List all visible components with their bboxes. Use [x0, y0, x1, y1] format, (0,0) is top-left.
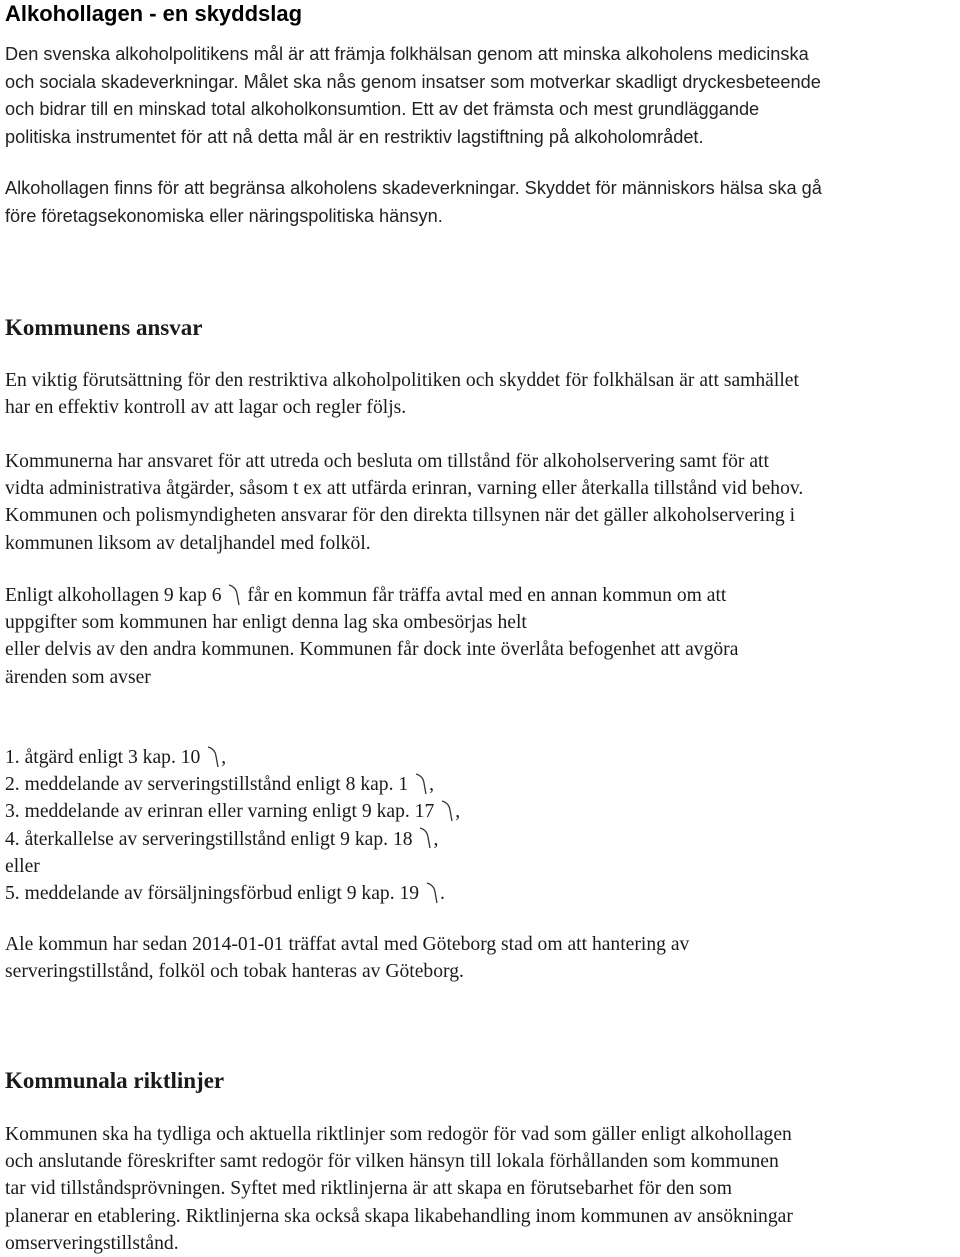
text-line: och anslutande föreskrifter samt redogör för vilken hänsyn till lokala förhållanden som kommunen — [5, 1151, 779, 1173]
text-line — [5, 582, 955, 609]
text-line: Alkohollagen finns för att begränsa alkoholens skadeverkningar. Skyddet för människors hälsa ska gå — [5, 178, 822, 198]
text-fragment: får en kommun får träffa avtal med en annan kommun om att — [247, 585, 727, 606]
paragraph-purpose — [5, 175, 955, 230]
list-item-suffix: , — [429, 774, 435, 796]
list-item-suffix: , — [433, 828, 439, 850]
list-item-text: 5. meddelande av försäljningsförbud enligt 9 kap. 19 — [5, 883, 420, 905]
section-sign-glyph — [418, 828, 432, 852]
paragraph-control — [5, 367, 955, 421]
list-item-suffix: , — [455, 801, 461, 823]
list-item — [5, 826, 460, 853]
list-item — [5, 771, 460, 798]
list-item-text: eller — [5, 855, 40, 877]
text-line: omserveringstillstånd. — [5, 1232, 179, 1254]
list-item-text: 2. meddelande av serveringstillstånd enligt 8 kap. 1 — [5, 774, 409, 796]
heading-alkohollagen: Alkohollagen - en skyddslag — [5, 1, 303, 26]
list-item — [5, 798, 460, 825]
list-item — [5, 880, 460, 907]
heading-kommunens-ansvar: Kommunens ansvar — [5, 315, 203, 340]
list-item-text: 3. meddelande av erinran eller varning enligt 9 kap. 17 — [5, 801, 435, 823]
text-line: tar vid tillståndsprövningen. Syftet med riktlinjerna är att skapa en förutsebarhet för den som — [5, 1178, 732, 1200]
text-line: har en effektiv kontroll av att lagar och regler följs. — [5, 397, 407, 419]
paragraph-responsibility — [5, 448, 955, 557]
section-sign-glyph — [206, 747, 220, 771]
text-line: Ale kommun har sedan 2014-01-01 träffat avtal med Göteborg stad om att hantering av — [5, 934, 690, 955]
heading-kommunala-riktlinjer: Kommunala riktlinjer — [5, 1068, 225, 1093]
text-line: planerar en etablering. Riktlinjerna ska också skapa likabehandling inom kommunen av ansökningar — [5, 1205, 793, 1227]
list-item — [5, 744, 460, 771]
section-sign-glyph — [425, 883, 439, 907]
text-line: vidta administrativa åtgärder, såsom t ex att utfärda erinran, varning eller återkalla tillstånd vid behov. — [5, 478, 804, 500]
paragraph-ale-agreement — [5, 931, 955, 985]
text-line: kommunen liksom av detaljhandel med folköl. — [5, 532, 371, 554]
section-sign-glyph — [227, 585, 241, 609]
text-fragment: Enligt alkohollagen 9 kap 6 — [5, 585, 222, 606]
text-line: politiska instrumentet för att nå detta mål är en restriktiv lagstiftning på alkoholområdet. — [5, 126, 704, 147]
section-sign-glyph — [414, 774, 428, 798]
list-item-suffix: , — [221, 747, 227, 768]
decision-list — [5, 744, 460, 907]
text-line: uppgifter som kommunen har enligt denna lag ska ombesörjas helt — [5, 612, 527, 634]
paragraph-intro — [5, 41, 955, 151]
list-item-suffix: . — [440, 883, 445, 905]
text-line: och bidrar till en minskad total alkoholkonsumtion. Ett av det främsta och mest grundläggande — [5, 99, 760, 119]
text-line: ärenden som avser — [5, 666, 151, 688]
list-item — [5, 853, 460, 880]
text-line: Kommunerna har ansvaret för att utreda och besluta om tillstånd för alkoholservering samt för att — [5, 451, 769, 472]
paragraph-agreement — [5, 582, 955, 691]
text-line: Kommunen och polismyndigheten ansvarar för den direkta tillsynen när det gäller alkoholservering i — [5, 505, 796, 527]
list-item-text: 1. åtgärd enligt 3 kap. 10 — [5, 747, 201, 768]
paragraph-guidelines — [5, 1121, 955, 1257]
text-line: Kommunen ska ha tydliga och aktuella riktlinjer som redogör för vad som gäller enligt alkohollagen — [5, 1124, 792, 1145]
text-line: och sociala skadeverkningar. Målet ska nås genom insatser som motverkar skadligt dryckesbeteende — [5, 71, 821, 92]
text-line: eller delvis av den andra kommunen. Kommunen får dock inte överlåta befogenhet att avgöra — [5, 639, 739, 661]
list-item-text: 4. återkallelse av serveringstillstånd enligt 9 kap. 18 — [5, 828, 413, 850]
text-line: före företagsekonomiska eller näringspolitiska hänsyn. — [5, 205, 443, 226]
text-line: Den svenska alkoholpolitikens mål är att främja folkhälsan genom att minska alkoholens medicinska — [5, 44, 809, 64]
section-sign-glyph — [440, 801, 454, 825]
text-line: serveringstillstånd, folköl och tobak hanteras av Göteborg. — [5, 961, 464, 983]
text-line: En viktig förutsättning för den restriktiva alkoholpolitiken och skyddet för folkhälsan är att samhället — [5, 370, 799, 391]
